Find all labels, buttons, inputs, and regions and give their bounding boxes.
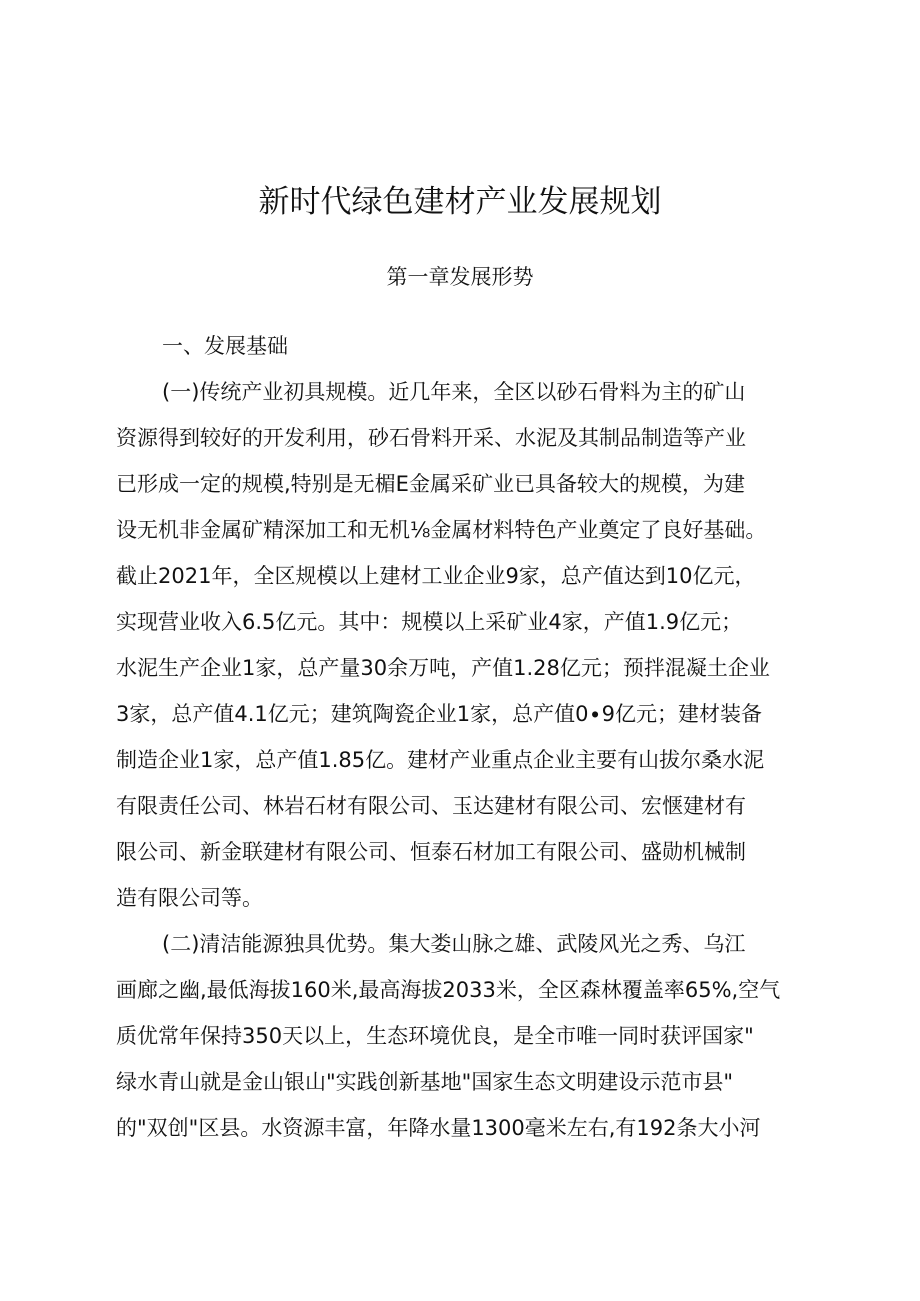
chapter-title: 第一章发展形势 — [386, 265, 534, 289]
paragraph-2-line-4: 绿水青山就是金山银山"实践创新基地"国家生态文明建设示范市县" — [116, 1070, 733, 1094]
paragraph-1-line-12: 造有限公司等。 — [116, 886, 263, 910]
document-title: 新时代绿色建材产业发展规划 — [258, 184, 662, 220]
paragraph-1-line-3: 已形成一定的规模,特别是无楣E金属采矿业已具备较大的规模，为建 — [116, 472, 745, 496]
paragraph-1-line-10: 有限责任公司、林岩石材有限公司、玉达建材有限公司、宏惬建材有 — [116, 794, 746, 818]
paragraph-1-line-5: 截止2021年，全区规模以上建材工业企业9家，总产值达到10亿元， — [116, 564, 756, 588]
paragraph-1-line-6: 实现营业收入6.5亿元。其中：规模以上采矿业4家，产值1.9亿元； — [116, 610, 743, 634]
paragraph-2-line-2: 画廊之幽,最低海拔160米,最高海拔2033米，全区森林覆盖率65%,空气 — [116, 978, 781, 1002]
paragraph-1-line-1: (一)传统产业初具规模。近几年来，全区以砂石骨料为主的矿山 — [162, 380, 746, 404]
paragraph-1-line-2: 资源得到较好的开发利用，砂石骨料开采、水泥及其制品制造等产业 — [116, 426, 746, 450]
paragraph-1-line-8: 3家，总产值4.1亿元；建筑陶瓷企业1家，总产值0∙9亿元；建材装备 — [116, 702, 762, 726]
paragraph-1-line-7: 水泥生产企业1家，总产量30余万吨，产值1.28亿元；预拌混凝土企业 — [116, 656, 770, 680]
paragraph-2-line-1: (二)清洁能源独具优势。集大娄山脉之雄、武陵风光之秀、乌江 — [162, 932, 746, 956]
paragraph-2-line-5: 的"双创"区县。水资源丰富，年降水量1300毫米左右,有192条大小河 — [116, 1116, 761, 1140]
section-heading: 一、发展基础 — [162, 334, 288, 358]
paragraph-1-line-11: 限公司、新金联建材有限公司、恒泰石材加工有限公司、盛勋机械制 — [116, 840, 746, 864]
paragraph-1-line-4: 设无机非金属矿精深加工和无机⅛金属材料特色产业奠定了良好基础。 — [116, 518, 767, 542]
paragraph-2-line-3: 质优常年保持350天以上，生态环境优良，是全市唯一同时获评国家" — [116, 1024, 754, 1048]
paragraph-1-line-9: 制造企业1家，总产值1.85亿。建材产业重点企业主要有山拔尔桑水泥 — [116, 748, 765, 772]
